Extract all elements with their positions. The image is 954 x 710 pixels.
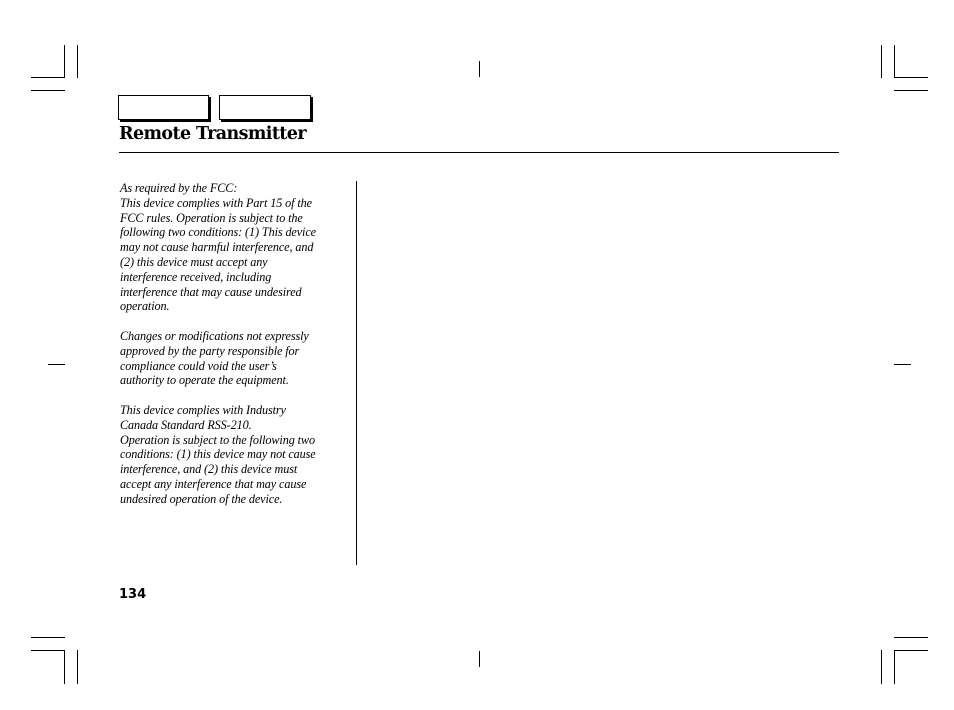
crop-mark [64, 650, 65, 684]
crop-mark [31, 77, 65, 78]
crop-mark [881, 650, 882, 684]
crop-mark [31, 637, 65, 638]
crop-mark [894, 650, 928, 651]
crop-mark [479, 651, 480, 667]
text-line: As required by the FCC: [120, 181, 238, 195]
text-line: This device complies with Industry [120, 402, 286, 417]
crop-mark [77, 650, 78, 684]
text-line: (2) this device must accept any [120, 254, 268, 269]
crop-mark [479, 61, 480, 77]
text-line: Operation is subject to the following two [120, 432, 315, 447]
section-title: Remote Transmitter [119, 124, 306, 144]
text-line: interference that may cause undesired [120, 284, 302, 299]
title-rule [119, 152, 839, 153]
text-line: Canada Standard RSS-210. [120, 417, 252, 432]
paragraph-modifications [120, 329, 352, 388]
paragraph-gap [120, 388, 352, 403]
text-line: Changes or modifications not expressly [120, 328, 309, 343]
crop-mark [881, 45, 882, 78]
header-tab-box-2 [219, 95, 311, 120]
text-line: operation. [120, 299, 170, 314]
text-line: following two conditions: (1) This device [120, 225, 316, 240]
crop-mark [894, 45, 895, 78]
text-line: may not cause harmful interference, and [120, 240, 314, 255]
crop-mark [894, 77, 928, 78]
text-line: conditions: (1) this device may not cause [120, 447, 316, 462]
page-number: 134 [119, 587, 147, 602]
crop-mark [894, 637, 928, 638]
crop-mark [77, 45, 78, 78]
crop-mark [894, 650, 895, 684]
crop-mark [64, 45, 65, 78]
paragraph-fcc [120, 181, 352, 314]
crop-mark [894, 90, 928, 91]
crop-mark [48, 364, 65, 365]
header-tab-box-1 [118, 95, 209, 120]
fcc-notice [120, 181, 352, 507]
text-line: accept any interference that may cause [120, 476, 307, 491]
paragraph-gap [120, 314, 352, 329]
text-line: undesired operation of the device. [120, 491, 283, 506]
crop-mark [31, 650, 65, 651]
crop-mark [31, 90, 65, 91]
text-line: authority to operate the equipment. [120, 373, 289, 388]
text-line: interference received, including [120, 269, 272, 284]
text-line: FCC rules. Operation is subject to the [120, 210, 303, 225]
paragraph-industry-canada [120, 403, 352, 507]
text-line: interference, and (2) this device must [120, 462, 298, 477]
crop-mark [894, 364, 911, 365]
text-line: compliance could void the user’s [120, 358, 277, 373]
column-divider [356, 181, 357, 565]
text-line: This device complies with Part 15 of the [120, 195, 312, 210]
text-line: approved by the party responsible for [120, 343, 300, 358]
